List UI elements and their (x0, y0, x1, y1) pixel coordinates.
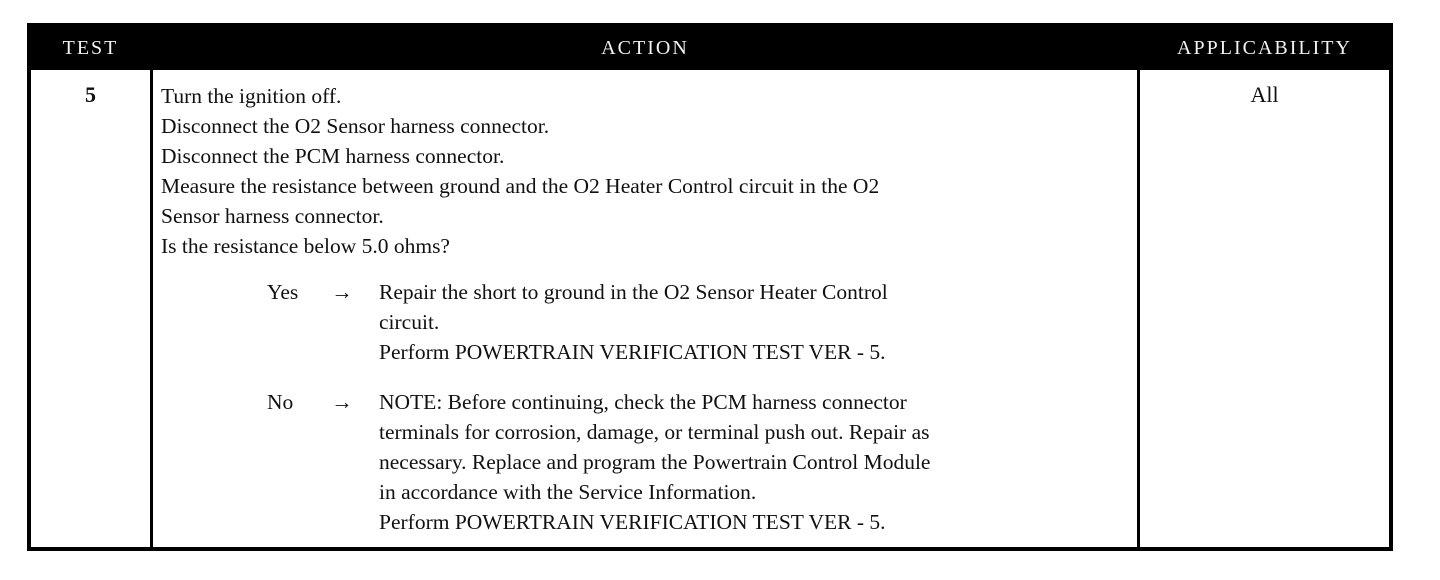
header-applicability: APPLICABILITY (1177, 37, 1352, 59)
test-number: 5 (85, 82, 96, 107)
result-no-label: No (267, 390, 294, 414)
result-no (161, 387, 1133, 537)
table-header-row (31, 27, 1389, 70)
result-no-line: NOTE: Before continuing, check the PCM harness connector (379, 390, 907, 414)
result-yes (161, 277, 1133, 367)
applicability-value: All (1250, 82, 1279, 107)
action-step: Sensor harness connector. (161, 204, 384, 228)
result-no-line: terminals for corrosion, damage, or terminal push out. Repair as (379, 420, 930, 444)
diagnostic-test-table (27, 23, 1393, 551)
result-yes-body (379, 277, 1133, 367)
result-yes-line: circuit. (379, 310, 440, 334)
action-step: Disconnect the O2 Sensor harness connector. (161, 114, 550, 138)
result-no-line: Perform POWERTRAIN VERIFICATION TEST VER - 5. (379, 510, 886, 534)
result-no-body (379, 387, 1133, 537)
action-step: Disconnect the PCM harness connector. (161, 144, 505, 168)
action-question: Is the resistance below 5.0 ohms? (161, 234, 450, 258)
result-yes-label: Yes (267, 280, 299, 304)
action-step: Turn the ignition off. (161, 84, 342, 108)
result-no-line: in accordance with the Service Information. (379, 480, 757, 504)
action-cell (161, 70, 1133, 537)
header-action: ACTION (601, 37, 689, 59)
arrow-right-icon: → (331, 280, 353, 304)
result-yes-line: Perform POWERTRAIN VERIFICATION TEST VER - 5. (379, 340, 886, 364)
action-step: Measure the resistance between ground and the O2 Heater Control circuit in the O2 (161, 174, 880, 198)
result-yes-line: Repair the short to ground in the O2 Sensor Heater Control (379, 280, 888, 304)
column-divider-test-action (150, 70, 153, 547)
header-test: TEST (62, 37, 119, 59)
arrow-right-icon: → (331, 390, 353, 414)
result-no-line: necessary. Replace and program the Powertrain Control Module (379, 450, 931, 474)
column-divider-action-applicability (1137, 70, 1140, 547)
